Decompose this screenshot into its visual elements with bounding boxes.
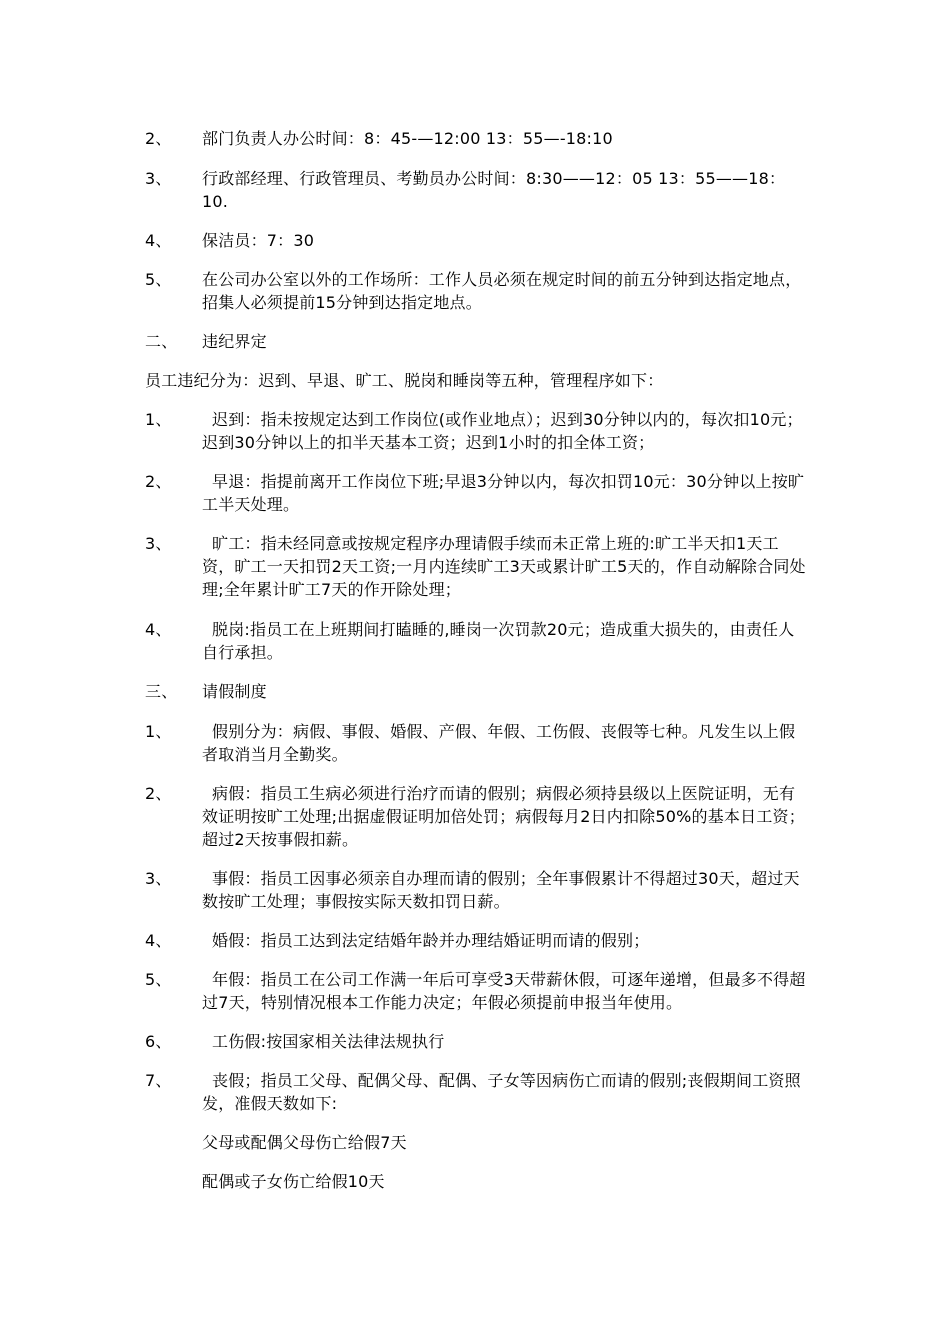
list-text: 脱岗:指员工在上班期间打瞌睡的,睡岗一次罚款20元；造成重大损失的，由责任人自行承担。	[202, 620, 795, 662]
list-number: 3、	[145, 534, 172, 553]
section-title: 请假制度	[202, 682, 267, 701]
list-text: 婚假：指员工达到法定结婚年龄并办理结婚证明而请的假别；	[212, 931, 650, 950]
list-text: 迟到：指未按规定达到工作岗位(或作业地点）；迟到30分钟以内的，每次扣10元；迟到30分钟以上的扣半天基本工资；迟到1小时的扣全体工资；	[202, 410, 803, 452]
bereavement-text: 配偶或子女伤亡给假10天	[202, 1172, 385, 1191]
list-text: 在公司办公室以外的工作场所：工作人员必须在规定时间的前五分钟到达指定地点，招集人必须提前15分钟到达指定地点。	[202, 270, 802, 312]
list-number: 3、	[145, 169, 172, 188]
section-number: 三、	[145, 682, 178, 701]
list-text: 年假：指员工在公司工作满一年后可享受3天带薪休假，可逐年递增，但最多不得超过7天，特别情况根本工作能力决定；年假必须提前申报当年使用。	[202, 970, 806, 1012]
list-text: 旷工：指未经同意或按规定程序办理请假手续而未正常上班的:旷工半天扣1天工资，旷工一天扣罚2天工资;一月内连续旷工3天或累计旷工5天的，作自动解除合同处理;全年累计旷工7天的作开除处理；	[202, 534, 806, 599]
section-title: 违纪界定	[202, 332, 267, 351]
list-text: 丧假；指员工父母、配偶父母、配偶、子女等因病伤亡而请的假别;丧假期间工资照发，准假天数如下:	[202, 1071, 801, 1113]
list-number: 4、	[145, 620, 172, 639]
list-number: 2、	[145, 472, 172, 491]
list-text: 工伤假:按国家相关法律法规执行	[212, 1032, 445, 1051]
list-number: 5、	[145, 970, 172, 989]
list-text: 事假：指员工因事必须亲自办理而请的假别；全年事假累计不得超过30天，超过天数按旷工处理；事假按实际天数扣罚日薪。	[202, 869, 800, 911]
list-text: 部门负责人办公时间：8：45-—12:00 13：55—-18:10	[202, 129, 613, 148]
list-number: 2、	[145, 129, 172, 148]
list-text: 假别分为：病假、事假、婚假、产假、年假、工伤假、丧假等七种。凡发生以上假者取消当月全勤奖。	[202, 722, 796, 764]
list-number: 5、	[145, 270, 172, 289]
list-text: 行政部经理、行政管理员、考勤员办公时间：8:30——12：05 13：55——18：10.	[202, 169, 786, 211]
list-number: 6、	[145, 1032, 172, 1051]
list-number: 4、	[145, 231, 172, 250]
list-number: 1、	[145, 410, 172, 429]
list-text: 病假：指员工生病必须进行治疗而请的假别；病假必须持县级以上医院证明，无有效证明按旷工处理;出据虚假证明加倍处罚；病假每月2日内扣除50%的基本日工资；超过2天按事假扣薪。	[202, 784, 805, 849]
list-number: 3、	[145, 869, 172, 888]
section-number: 二、	[145, 332, 178, 351]
list-number: 2、	[145, 784, 172, 803]
list-number: 7、	[145, 1071, 172, 1090]
intro-text: 员工违纪分为：迟到、早退、旷工、脱岗和睡岗等五种，管理程序如下：	[145, 371, 664, 390]
list-number: 4、	[145, 931, 172, 950]
list-text: 保洁员：7：30	[202, 231, 315, 250]
list-text: 早退：指提前离开工作岗位下班;早退3分钟以内，每次扣罚10元：30分钟以上按旷工半天处理。	[202, 472, 805, 514]
bereavement-text: 父母或配偶父母伤亡给假7天	[202, 1133, 407, 1152]
list-number: 1、	[145, 722, 172, 741]
